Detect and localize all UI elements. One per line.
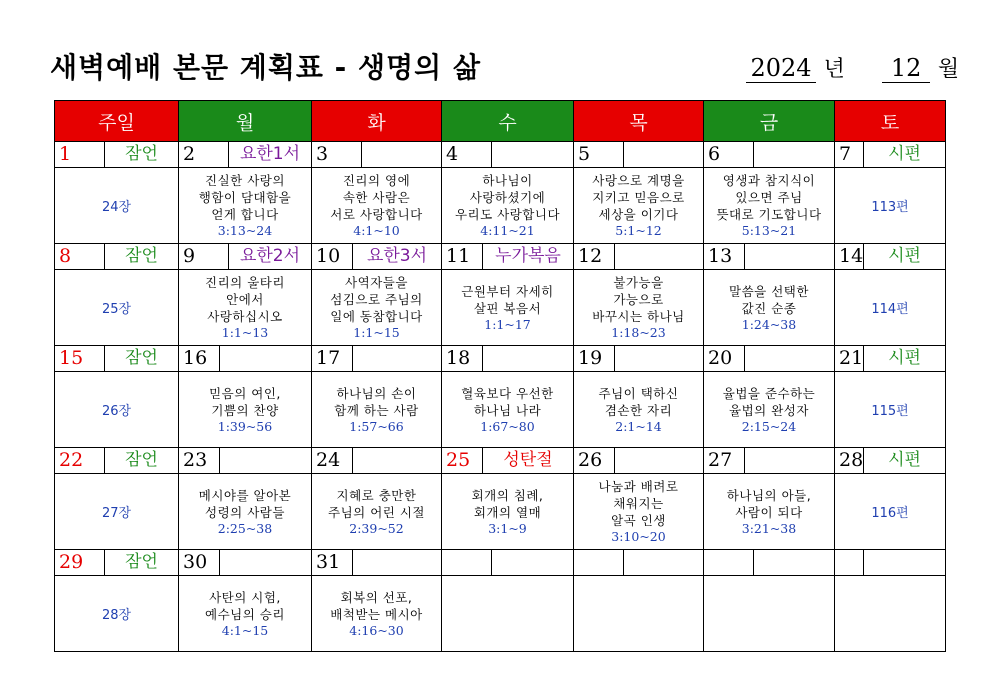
day-content-fri: [704, 474, 835, 550]
day-cell-thu: [574, 244, 704, 270]
day-number: 3: [312, 142, 362, 167]
week-content-row: [55, 576, 946, 652]
day-content-fri: [704, 372, 835, 448]
passage-title-line: 배척받는 메시아: [330, 606, 423, 622]
scripture-reference: 1:57~66: [349, 418, 404, 434]
passage-title-line: 율법을 준수하는: [722, 385, 816, 401]
scripture-reference: 2:1~14: [615, 418, 662, 434]
day-cell-tue: [312, 244, 442, 270]
day-content-sun: [55, 474, 179, 550]
book-label: 잠언: [125, 144, 158, 164]
book-label: 시편: [888, 348, 921, 368]
hymn-number: 25장: [101, 302, 132, 317]
day-number: 1: [55, 142, 105, 167]
page-title: 새벽예배 본문 계획표 - 생명의 삶: [50, 51, 481, 84]
day-content-fri: [704, 168, 835, 244]
scripture-reference: 1:1~13: [221, 325, 269, 340]
day-number: 26: [574, 448, 615, 473]
day-number: 27: [704, 448, 745, 473]
book-label: 요한3서: [366, 246, 428, 266]
passage-title-line: 지혜로 충만한: [336, 487, 417, 503]
scripture-reference: 1:67~80: [480, 418, 535, 434]
day-cell-mon: [179, 142, 312, 168]
psalm-number: 113편: [871, 200, 909, 215]
day-content-fri: [704, 270, 835, 346]
day-number: 7: [835, 142, 864, 167]
day-cell-thu: [574, 142, 704, 168]
empty-day-number: [835, 550, 864, 575]
day-content-mon: [179, 372, 312, 448]
week-date-row: [55, 142, 946, 168]
week-content-row: [55, 474, 946, 550]
day-cell-thu: [574, 550, 704, 576]
scripture-reference: 3:1~9: [488, 520, 527, 536]
day-content-sat: [835, 372, 946, 448]
empty-book-label: [754, 550, 834, 575]
day-cell-fri: [704, 346, 835, 372]
book-label: [220, 346, 311, 371]
day-number: 12: [574, 244, 615, 269]
day-cell-wed: [442, 142, 574, 168]
day-content-wed: [442, 576, 574, 652]
book-label: [615, 448, 703, 473]
weekday-fri: 금: [704, 101, 835, 142]
scripture-reference: 5:1~12: [615, 223, 662, 238]
passage-title-line: 나눔과 배려로: [598, 479, 679, 494]
hymn-number: 27장: [101, 506, 132, 521]
day-cell-sat: [835, 142, 946, 168]
passage-title-line: 진리의 울타리: [205, 275, 285, 290]
book-label: 잠언: [125, 246, 158, 266]
book-label: [483, 346, 573, 371]
passage-title-line: 뜻대로 기도합니다: [716, 207, 822, 222]
day-number: 2: [179, 142, 229, 167]
passage-title-line: 얻게 합니다: [211, 207, 279, 222]
passage-title-line: 지키고 믿음으로: [592, 190, 685, 205]
book-label: 요한2서: [239, 246, 301, 266]
empty-day-number: [442, 550, 492, 575]
passage-title-line: 진실한 사랑의: [205, 173, 285, 188]
scripture-reference: 1:39~56: [217, 418, 273, 434]
book-label: 요한1서: [239, 144, 301, 164]
day-cell-fri: [704, 244, 835, 270]
passage-title-line: 함께 하는 사람: [334, 402, 419, 418]
empty-day-number: [574, 550, 624, 575]
day-cell-sat: [835, 244, 946, 270]
day-cell-sun: [55, 346, 179, 372]
day-content-tue: [312, 576, 442, 652]
passage-title-line: 사랑하십시오: [207, 309, 283, 324]
scripture-reference: 4:1~15: [221, 622, 269, 638]
day-content-wed: [442, 474, 574, 550]
day-number: 6: [704, 142, 754, 167]
scripture-reference: 4:16~30: [349, 622, 404, 638]
passage-title-line: 혈육보다 우선한: [461, 385, 554, 401]
year-value: 2024: [746, 54, 816, 83]
day-number: 8: [55, 244, 105, 269]
book-label: [624, 142, 703, 167]
day-number: 29: [55, 550, 105, 575]
day-cell-thu: [574, 448, 704, 474]
book-label: [220, 550, 311, 575]
passage-title-line: 있으면 주님: [735, 190, 803, 205]
day-number: 5: [574, 142, 624, 167]
passage-title-line: 하나님의 아들,: [726, 487, 812, 503]
passage-title-line: 사람이 되다: [735, 504, 803, 520]
calendar-table: [54, 100, 946, 652]
day-number: 17: [312, 346, 353, 371]
day-cell-thu: [574, 346, 704, 372]
hymn-number: 26장: [101, 404, 132, 419]
weekday-thu: 목: [574, 101, 704, 142]
book-label: [353, 346, 441, 371]
day-number: 14: [835, 244, 864, 269]
psalm-number: 116편: [871, 506, 909, 521]
scripture-reference: 1:1~15: [353, 325, 400, 340]
day-content-sat: [835, 168, 946, 244]
scripture-reference: 2:39~52: [349, 520, 404, 536]
scripture-reference: 1:1~17: [484, 316, 531, 332]
book-label: 시편: [888, 144, 921, 164]
book-label: [362, 142, 441, 167]
day-content-thu: [574, 576, 704, 652]
passage-title-line: 메시야를 알아본: [198, 487, 292, 503]
passage-title-line: 율법의 완성자: [729, 402, 809, 418]
day-cell-wed: [442, 550, 574, 576]
book-label: 시편: [888, 450, 921, 470]
passage-title-line: 회개의 침례,: [471, 487, 544, 503]
day-content-wed: [442, 168, 574, 244]
day-content-tue: [312, 474, 442, 550]
week-content-row: [55, 270, 946, 346]
day-cell-sat: [835, 448, 946, 474]
psalm-number: 115편: [871, 404, 909, 419]
day-content-sun: [55, 270, 179, 346]
day-cell-sun: [55, 142, 179, 168]
day-number: 25: [442, 448, 483, 473]
day-cell-sat: [835, 346, 946, 372]
day-content-tue: [312, 372, 442, 448]
day-content-thu: [574, 372, 704, 448]
scripture-reference: 5:13~21: [741, 223, 797, 238]
day-number: 24: [312, 448, 353, 473]
day-cell-wed: [442, 346, 574, 372]
passage-title-line: 가능으로: [613, 292, 664, 307]
passage-title-line: 주님이 택하신: [598, 385, 679, 401]
weekday-wed: 수: [442, 101, 574, 142]
day-content-mon: [179, 270, 312, 346]
day-cell-fri: [704, 550, 835, 576]
week-content-row: [55, 372, 946, 448]
day-content-sun: [55, 372, 179, 448]
day-number: 9: [179, 244, 229, 269]
day-number: 10: [312, 244, 353, 269]
day-cell-mon: [179, 448, 312, 474]
day-content-sat: [835, 270, 946, 346]
day-content-thu: [574, 270, 704, 346]
day-content-thu: [574, 168, 704, 244]
book-label: 잠언: [125, 552, 158, 572]
day-cell-wed: [442, 448, 574, 474]
scripture-reference: 3:13~24: [217, 223, 273, 238]
empty-day-number: [704, 550, 754, 575]
passage-title-line: 하나님의 손이: [336, 385, 417, 401]
book-label: [353, 448, 441, 473]
passage-title-line: 성령의 사람들: [205, 504, 285, 520]
day-number: 19: [574, 346, 615, 371]
passage-title-line: 사랑으로 계명을: [592, 173, 685, 188]
book-label: [754, 142, 834, 167]
day-number: 18: [442, 346, 483, 371]
passage-title-line: 값진 순종: [741, 300, 797, 316]
passage-title-line: 겸손한 자리: [604, 402, 673, 418]
hymn-number: 24장: [101, 200, 132, 215]
day-cell-sun: [55, 550, 179, 576]
passage-title-line: 불가능을: [613, 275, 664, 290]
week-content-row: [55, 168, 946, 244]
day-cell-fri: [704, 448, 835, 474]
book-label: 잠언: [125, 348, 158, 368]
book-label: [492, 142, 573, 167]
book-label: [615, 346, 703, 371]
day-content-sat: [835, 576, 946, 652]
passage-title-line: 회복의 선포,: [340, 589, 413, 605]
passage-title-line: 기쁨의 찬양: [211, 402, 279, 418]
day-cell-tue: [312, 550, 442, 576]
day-number: 21: [835, 346, 864, 371]
day-content-tue: [312, 270, 442, 346]
day-content-wed: [442, 270, 574, 346]
passage-title-line: 속한 사람은: [342, 190, 411, 205]
passage-title-line: 살핀 복음서: [473, 300, 542, 316]
day-content-wed: [442, 372, 574, 448]
scripture-reference: 1:18~23: [611, 325, 666, 340]
book-label: [615, 244, 703, 269]
passage-title-line: 주님의 어린 시절: [328, 504, 425, 520]
day-number: 20: [704, 346, 745, 371]
scripture-reference: 2:15~24: [741, 418, 797, 434]
passage-title-line: 알곡 인생: [611, 513, 666, 528]
day-number: 16: [179, 346, 220, 371]
day-content-mon: [179, 474, 312, 550]
passage-title-line: 말씀을 선택한: [729, 283, 809, 299]
passage-title-line: 섬김으로 주님의: [330, 292, 423, 307]
book-label: [745, 346, 834, 371]
day-content-fri: [704, 576, 835, 652]
day-cell-mon: [179, 244, 312, 270]
day-cell-sun: [55, 448, 179, 474]
year-month: [746, 52, 959, 83]
day-cell-sat: [835, 550, 946, 576]
day-cell-mon: [179, 550, 312, 576]
book-label: [745, 448, 834, 473]
scripture-reference: 1:24~38: [741, 316, 797, 332]
passage-title-line: 세상을 이기다: [598, 207, 679, 222]
day-cell-sun: [55, 244, 179, 270]
passage-title-line: 진리의 영에: [342, 173, 411, 188]
day-number: 28: [835, 448, 864, 473]
hymn-number: 28장: [101, 608, 132, 623]
book-label: [745, 244, 834, 269]
month-label: 월: [937, 57, 960, 82]
weekday-mon: 월: [179, 101, 312, 142]
day-content-sun: [55, 168, 179, 244]
day-cell-wed: [442, 244, 574, 270]
day-content-tue: [312, 168, 442, 244]
day-cell-mon: [179, 346, 312, 372]
month-value: 12: [882, 54, 930, 83]
book-label: 성탄절: [503, 450, 553, 470]
book-label: [353, 550, 441, 575]
empty-book-label: [492, 550, 573, 575]
scripture-reference: 3:10~20: [611, 529, 666, 544]
book-label: [220, 448, 311, 473]
day-content-mon: [179, 576, 312, 652]
passage-title-line: 하나님 나라: [473, 402, 542, 418]
passage-title-line: 일에 동참합니다: [330, 309, 423, 324]
book-label: 누가복음: [495, 246, 561, 266]
passage-title-line: 서로 사랑합니다: [330, 207, 423, 222]
day-number: 13: [704, 244, 745, 269]
book-label: 시편: [888, 246, 921, 266]
day-cell-tue: [312, 142, 442, 168]
day-number: 31: [312, 550, 353, 575]
day-number: 30: [179, 550, 220, 575]
day-cell-tue: [312, 448, 442, 474]
day-content-sun: [55, 576, 179, 652]
passage-title-line: 회개의 열매: [473, 504, 542, 520]
weekday-sat: 토: [835, 101, 946, 142]
day-cell-fri: [704, 142, 835, 168]
passage-title-line: 행함이 담대함을: [198, 190, 292, 205]
week-date-row: [55, 550, 946, 576]
day-content-sat: [835, 474, 946, 550]
year-label: 년: [823, 57, 845, 82]
weekday-tue: 화: [312, 101, 442, 142]
passage-title-line: 믿음의 여인,: [209, 385, 281, 401]
scripture-reference: 3:21~38: [741, 520, 797, 536]
weekday-sun: 주일: [55, 101, 179, 142]
passage-title-line: 바꾸시는 하나님: [592, 309, 685, 324]
passage-title-line: 사랑하셨기에: [469, 190, 546, 205]
passage-title-line: 사탄의 시험,: [209, 589, 281, 605]
week-date-row: [55, 448, 946, 474]
day-number: 11: [442, 244, 483, 269]
day-content-mon: [179, 168, 312, 244]
passage-title-line: 사역자들을: [345, 275, 408, 290]
day-content-thu: [574, 474, 704, 550]
scripture-reference: 4:11~21: [480, 223, 535, 238]
passage-title-line: 근원부터 자세히: [461, 283, 554, 299]
day-number: 4: [442, 142, 492, 167]
passage-title-line: 하나님이: [482, 173, 533, 188]
book-label: 잠언: [125, 450, 158, 470]
day-number: 23: [179, 448, 220, 473]
weekday-header-row: [55, 101, 946, 142]
day-cell-tue: [312, 346, 442, 372]
passage-title-line: 영생과 참지식이: [722, 173, 816, 188]
day-number: 22: [55, 448, 105, 473]
scripture-reference: 2:25~38: [217, 520, 273, 536]
day-number: 15: [55, 346, 105, 371]
week-date-row: [55, 244, 946, 270]
psalm-number: 114편: [871, 302, 909, 317]
passage-title-line: 채워지는: [613, 496, 664, 511]
week-date-row: [55, 346, 946, 372]
passage-title-line: 우리도 사랑합니다: [454, 207, 561, 222]
empty-book-label: [624, 550, 703, 575]
empty-book-label: [864, 550, 945, 575]
passage-title-line: 안에서: [226, 292, 264, 307]
scripture-reference: 4:1~10: [353, 223, 400, 238]
passage-title-line: 예수님의 승리: [205, 606, 285, 622]
